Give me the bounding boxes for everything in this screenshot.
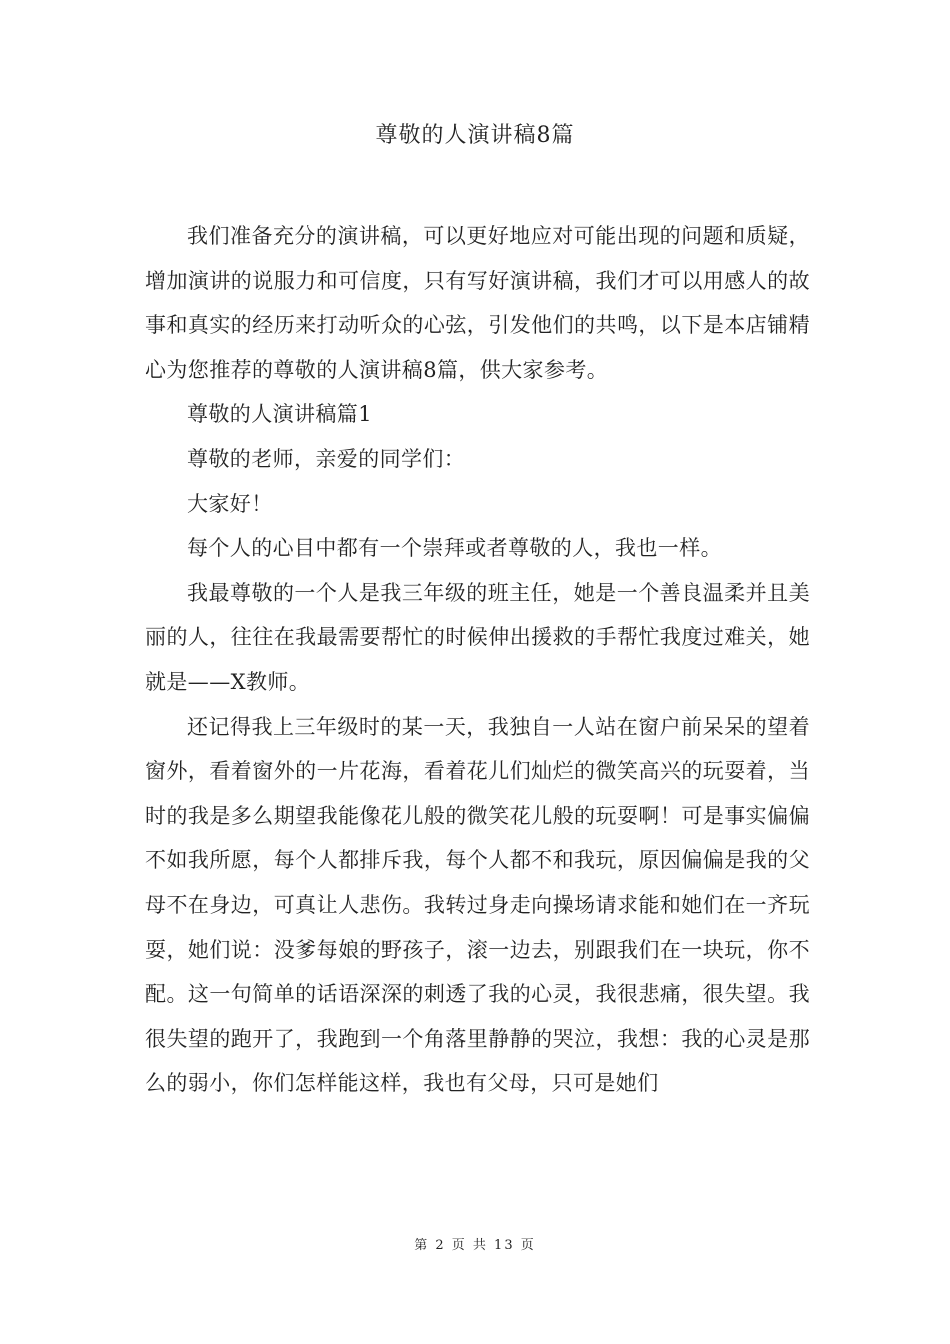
document-body (145, 214, 810, 1106)
section-heading: 尊敬的人演讲稿篇1 (187, 402, 372, 427)
intro-paragraph: 我们准备充分的演讲稿，可以更好地应对可能出现的问题和质疑，增加演讲的说服力和可信度，只有写好演讲稿，我们才可以用感人的故事和真实的经历来打动听众的心弦，引发他们的共鸣，以下是本店铺精心为您推荐的尊敬的人演讲稿8篇，供大家参考。 (145, 224, 810, 382)
body-paragraph: 我最尊敬的一个人是我三年级的班主任，她是一个善良温柔并且美丽的人，往往在我最需要帮忙的时候伸出援救的手帮忙我度过难关，她就是——X教师。 (145, 580, 810, 694)
page-number-footer: 第 2 页 共 13 页 (414, 1238, 536, 1253)
body-paragraph: 还记得我上三年级时的某一天，我独自一人站在窗户前呆呆的望着窗外，看着窗外的一片花海，看着花儿们灿烂的微笑高兴的玩耍着，当时的我是多么期望我能像花儿般的微笑花儿般的玩耍啊！可是事实偏偏不如我所愿，每个人都排斥我，每个人都不和我玩，原因偏偏是我的父母不在身边，可真让人悲伤。我转过身走向操场请求能和她们在一齐玩耍，她们说：没爹每娘的野孩子，滚一边去，别跟我们在一块玩，你不配。这一句简单的话语深深的刺透了我的心灵，我很悲痛，很失望。我很失望的跑开了，我跑到一个角落里静静的哭泣，我想：我的心灵是那么的弱小，你们怎样能这样，我也有父母，只可是她们 (145, 714, 810, 1096)
document-title: 尊敬的人演讲稿8篇 (375, 123, 575, 148)
body-paragraph: 每个人的心目中都有一个崇拜或者尊敬的人，我也一样。 (187, 536, 722, 561)
salutation: 尊敬的老师，亲爱的同学们： (187, 446, 466, 471)
greeting: 大家好！ (187, 491, 273, 516)
